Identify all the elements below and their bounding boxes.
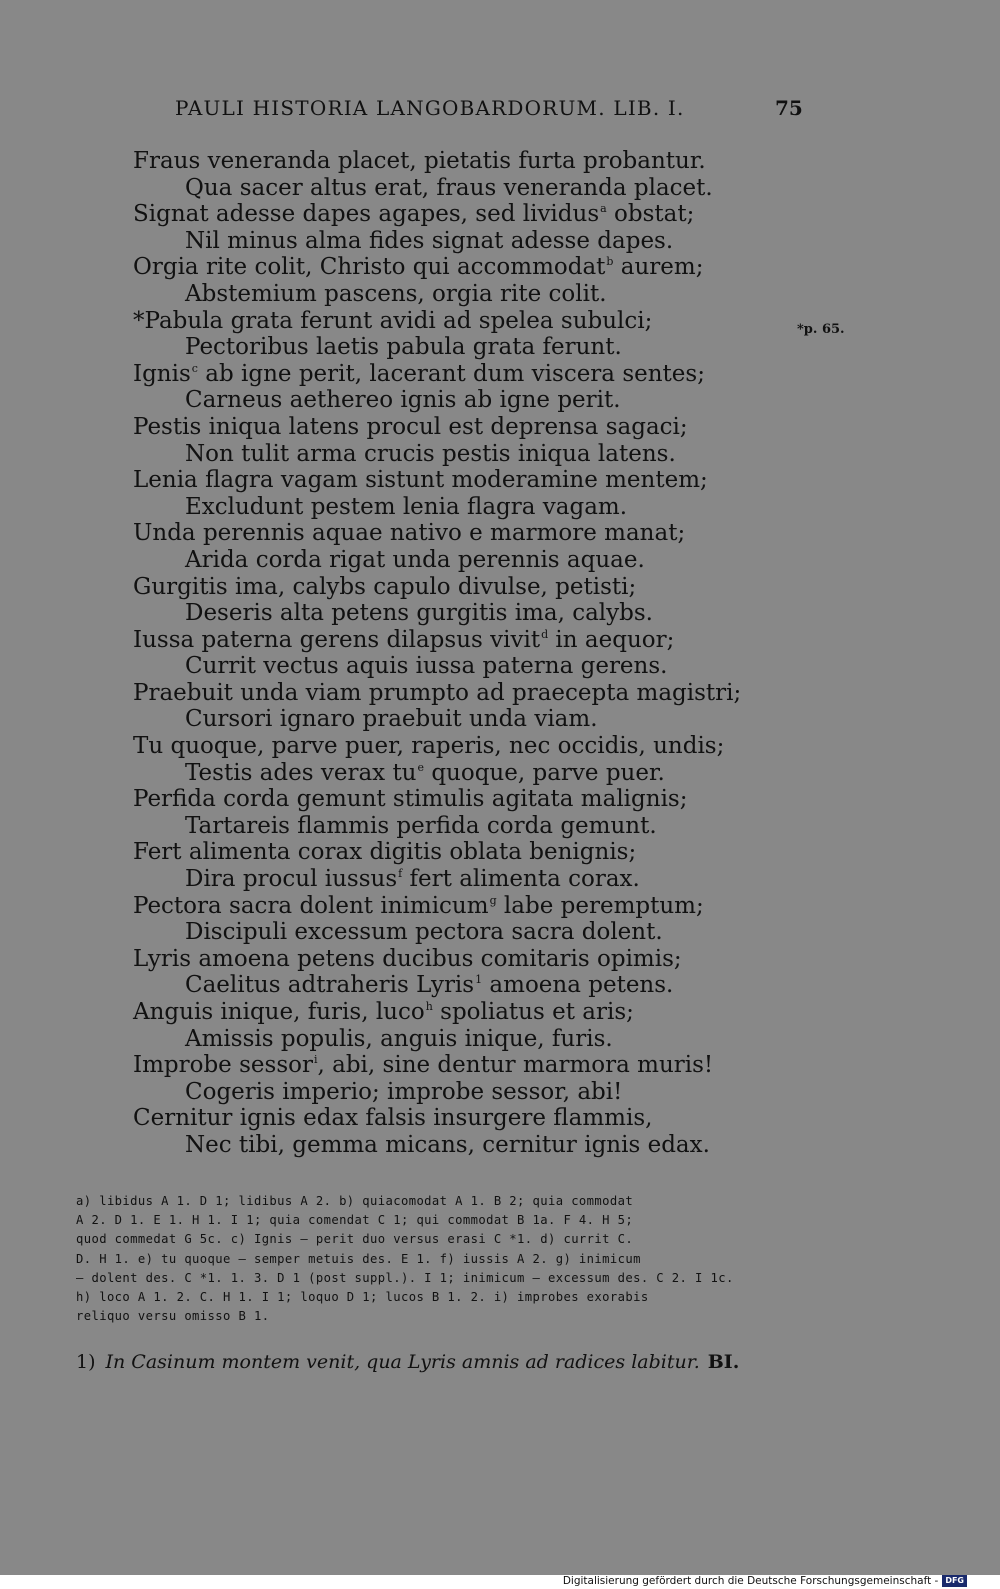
verse-text: Gurgitis ima, calybs capulo divulse, petisti; (133, 573, 637, 600)
verse-line (0, 1079, 1000, 1106)
verse-line (0, 281, 1000, 308)
verse-line (0, 680, 1000, 707)
verse-line (0, 1132, 1000, 1159)
verse-text: Orgia rite colit, Christo qui accommodat (133, 254, 606, 281)
verse-line (0, 839, 1000, 866)
apparatus-line: — dolent des. C *1. 1. 3. D 1 (post suppl.). I 1; inimicum — excessum des. C 2. I 1c. (76, 1270, 734, 1285)
page-number: 75 (775, 96, 803, 120)
dfg-logo: DFG (942, 1575, 967, 1587)
verse-line (0, 520, 1000, 547)
apparatus-line: quod commedat G 5c. c) Ignis — perit duo versus erasi C *1. d) currit C. (76, 1232, 634, 1247)
verse-text: Currit vectus aquis iussa paterna gerens. (185, 653, 668, 680)
verse-line (0, 627, 1000, 654)
verse-text-continued: aurem; (613, 254, 704, 281)
verse-text: Ignis (133, 360, 191, 387)
verse-text: Signat adesse dapes agapes, sed lividus (133, 201, 600, 228)
verse-line (0, 1026, 1000, 1053)
verse-text: Improbe sessor (133, 1052, 313, 1079)
verse-text: Unda perennis aquae nativo e marmore manat; (133, 520, 686, 547)
verse-text: Testis ades verax tu (185, 759, 417, 786)
verse-line (0, 148, 1000, 175)
verse-text: Pectora sacra dolent inimicum (133, 892, 489, 919)
verse-line (0, 228, 1000, 255)
footnote-reference: i (313, 1053, 318, 1067)
footnote-reference: b (606, 255, 614, 269)
poem-body (0, 148, 1000, 1159)
verse-text: Nec tibi, gemma micans, cernitur ignis edax. (185, 1131, 710, 1158)
verse-text: Cernitur ignis edax falsis insurgere flammis, (133, 1105, 653, 1132)
verse-line (0, 441, 1000, 468)
verse-text: Abstemium pascens, orgia rite colit. (185, 280, 607, 307)
verse-line (0, 494, 1000, 521)
verse-text-continued: obstat; (606, 201, 695, 228)
footnote-marker: 1) (76, 1351, 96, 1373)
verse-text: Qua sacer altus erat, fraus veneranda placet. (185, 174, 713, 201)
critical-apparatus (76, 1192, 796, 1326)
verse-text: Carneus aethereo ignis ab igne perit. (185, 387, 621, 414)
footnote-reference: e (417, 760, 425, 774)
verse-line (0, 972, 1000, 999)
verse-text-continued: spoliatus et aris; (432, 999, 634, 1025)
verse-text: Lyris amoena petens ducibus comitaris opimis; (133, 945, 682, 972)
verse-line (0, 999, 1000, 1026)
verse-text: Cursori ignaro praebuit unda viam. (185, 706, 598, 733)
verse-text: Praebuit unda viam prumpto ad praecepta magistri; (133, 679, 742, 706)
verse-text: Anguis inique, furis, luco (133, 999, 425, 1025)
verse-text: Dira procul iussus (185, 866, 398, 893)
verse-line (0, 334, 1000, 361)
verse-text-continued: ab igne perit, lacerant dum viscera sentes; (197, 360, 705, 387)
verse-line (0, 813, 1000, 840)
verse-text: Iussa paterna gerens dilapsus vivit (133, 626, 541, 653)
apparatus-line: A 2. D 1. E 1. H 1. I 1; quia comendat C 1; qui commodat B 1a. F 4. H 5; (76, 1213, 634, 1228)
verse-text-continued: fert alimenta corax. (402, 866, 640, 893)
apparatus-line: reliquo versu omisso B 1. (76, 1309, 270, 1324)
verse-line (0, 387, 1000, 414)
footnote (76, 1351, 796, 1373)
verse-text: Perfida corda gemunt stimulis agitata malignis; (133, 786, 688, 813)
verse-text: Excludunt pestem lenia flagra vagam. (185, 493, 628, 520)
verse-line (0, 866, 1000, 893)
verse-text: Tu quoque, parve puer, raperis, nec occidis, undis; (133, 733, 725, 760)
verse-text-continued: in aequor; (548, 626, 675, 653)
verse-line (0, 467, 1000, 494)
verse-text: Amissis populis, anguis inique, furis. (185, 1025, 613, 1052)
verse-line (0, 574, 1000, 601)
verse-line (0, 361, 1000, 388)
verse-line (0, 653, 1000, 680)
verse-line (0, 706, 1000, 733)
verse-line (0, 254, 1000, 281)
footnote-sigla: BI. (707, 1351, 740, 1373)
verse-text-continued: , abi, sine dentur marmora muris! (317, 1052, 714, 1079)
verse-line (0, 201, 1000, 228)
footnote-reference: d (541, 627, 549, 641)
verse-line (0, 946, 1000, 973)
verse-text: Cogeris imperio; improbe sessor, abi! (185, 1078, 623, 1105)
verse-line (0, 786, 1000, 813)
verse-text: Lenia flagra vagam sistunt moderamine mentem; (133, 467, 708, 494)
verse-line (0, 414, 1000, 441)
verse-text: Pestis iniqua latens procul est deprensa sagaci; (133, 413, 688, 440)
footnote-reference: h (425, 1000, 433, 1013)
verse-text: Caelitus adtraheris Lyris (185, 972, 475, 999)
margin-page-reference: *p. 65. (797, 322, 845, 337)
verse-text: *Pabula grata ferunt avidi ad spelea subulci; (133, 307, 653, 334)
verse-line (0, 175, 1000, 202)
footnote-reference: g (489, 893, 497, 907)
digitization-credit (563, 1575, 967, 1587)
verse-line (0, 760, 1000, 787)
credit-text: Digitalisierung gefördert durch die Deutsche Forschungsgemeinschaft - (562, 1575, 939, 1587)
running-title: PAULI HISTORIA LANGOBARDORUM. LIB. I. (175, 96, 685, 120)
verse-line (0, 733, 1000, 760)
apparatus-line: a) libidus A 1. D 1; lidibus A 2. b) quiacomodat A 1. B 2; quia commodat (76, 1194, 634, 1208)
verse-line (0, 308, 1000, 335)
verse-line (0, 1052, 1000, 1079)
verse-line (0, 1105, 1000, 1132)
verse-text-continued: quoque, parve puer. (424, 759, 665, 786)
apparatus-line: D. H 1. e) tu quoque — semper metuis des. E 1. f) iussis A 2. g) inimicum (76, 1251, 641, 1266)
verse-text-continued: amoena petens. (482, 972, 674, 999)
verse-text: Tartareis flammis perfida corda gemunt. (185, 812, 657, 839)
verse-line (0, 919, 1000, 946)
verse-text: Fert alimenta corax digitis oblata benignis; (133, 839, 637, 866)
verse-text: Discipuli excessum pectora sacra dolent. (185, 919, 663, 946)
footnote-reference: f (398, 867, 403, 881)
verse-line (0, 547, 1000, 574)
verse-line (0, 600, 1000, 627)
verse-text: Pectoribus laetis pabula grata ferunt. (185, 334, 622, 361)
verse-line (0, 893, 1000, 920)
verse-text-continued: labe peremptum; (496, 892, 704, 919)
footnote-reference: c (191, 361, 198, 375)
verse-text: Nil minus alma fides signat adesse dapes. (185, 227, 674, 254)
footnote-text: In Casinum montem venit, qua Lyris amnis ad radices labitur. (105, 1351, 700, 1373)
verse-text: Non tulit arma crucis pestis iniqua latens. (185, 440, 676, 467)
verse-text: Arida corda rigat unda perennis aquae. (185, 546, 645, 573)
footnote-reference: a (600, 202, 607, 216)
verse-text: Deseris alta petens gurgitis ima, calybs. (185, 600, 653, 627)
running-head (0, 96, 1000, 126)
verse-text: Fraus veneranda placet, pietatis furta probantur. (133, 148, 706, 174)
footnote-reference: 1 (475, 973, 483, 987)
apparatus-line: h) loco A 1. 2. C. H 1. I 1; loquo D 1; lucos B 1. 2. i) improbes exorabis (76, 1289, 649, 1304)
